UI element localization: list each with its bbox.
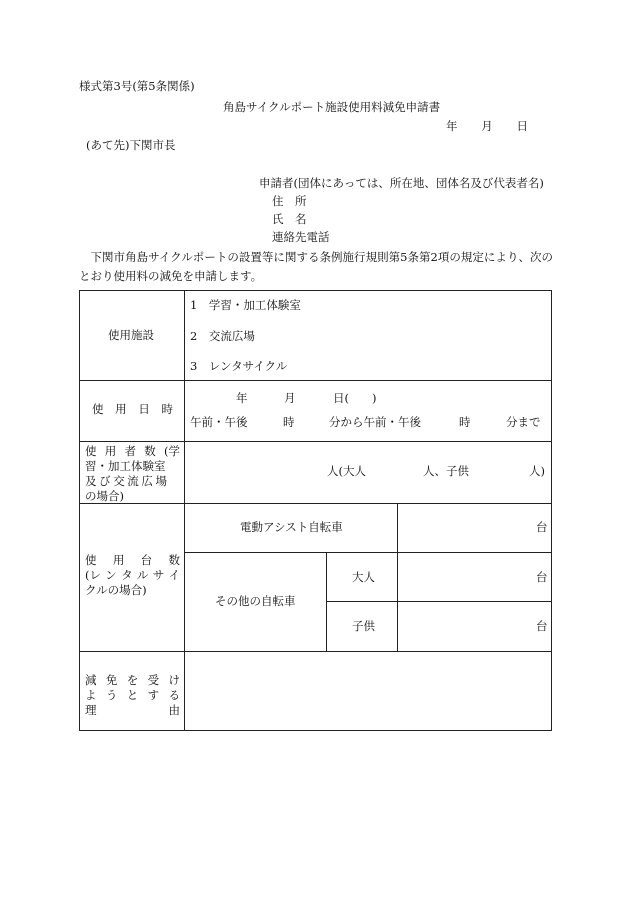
datetime-label: [92, 403, 173, 417]
label-char: 用: [104, 444, 117, 458]
label-char: ン: [105, 568, 117, 582]
address-text: 住 所: [272, 194, 307, 208]
users-label: [85, 444, 180, 504]
label-char: 者: [124, 444, 136, 458]
month-label: 月: [481, 119, 493, 133]
date-line: [446, 120, 528, 134]
name-text: 氏 名: [272, 212, 307, 226]
label-char: と: [126, 688, 139, 702]
facility-option-1: 1 学習・加工体験室: [190, 298, 301, 312]
label-char: 減: [85, 673, 97, 687]
form-title: 角島サイクルポート施設使用料減免申請書: [223, 100, 441, 114]
label-char: (レ: [85, 568, 101, 582]
label-char: 流: [127, 474, 139, 488]
time-ampm-start: 午前・午後: [190, 415, 248, 429]
facility-option-3: 3 レンタサイクル: [190, 359, 288, 373]
label-char: 免: [105, 673, 118, 687]
label-char: 数: [168, 553, 180, 567]
time-until: 分まで: [506, 415, 541, 429]
label-char: 使: [85, 444, 97, 458]
label-char: 理: [85, 703, 97, 717]
label-char: よ: [85, 688, 97, 702]
year-label: 年: [446, 119, 458, 133]
applicant-heading: 申請者(団体にあっては、所在地、団体名及び代表者名): [259, 176, 544, 190]
row-divider: [80, 380, 551, 381]
form-number: 様式第3号(第5条関係): [79, 79, 195, 93]
time-from: 分から午前・午後: [329, 415, 421, 429]
addressee: (あて先)下関市長: [86, 138, 176, 152]
label-char: う: [105, 688, 118, 702]
name-label: [272, 213, 318, 227]
label-char: 受: [147, 673, 160, 687]
label-char: す: [147, 688, 160, 702]
phone-label: 連絡先電話: [272, 230, 330, 244]
label-char: (学: [164, 444, 180, 458]
label-char: 使: [85, 553, 97, 567]
day-label: 日: [516, 119, 528, 133]
date-year: 年: [236, 391, 248, 405]
label-char: 数: [144, 444, 156, 458]
application-table: [79, 290, 552, 731]
label-char: 由: [168, 703, 180, 717]
label-char: 時: [161, 402, 173, 416]
label-char: 日: [138, 402, 150, 416]
label-char: を: [126, 673, 139, 687]
bike-count-divider: [397, 503, 398, 651]
date-month: 月: [284, 391, 296, 405]
label-char: タ: [121, 568, 133, 582]
label-char: け: [168, 673, 180, 687]
label-char: サ: [152, 568, 165, 582]
bike-row-divider: [184, 552, 552, 553]
users-adults: 人、子供: [423, 464, 469, 478]
label-char: 台: [140, 553, 153, 567]
bike-type-divider: [326, 552, 327, 651]
row-divider: [80, 441, 551, 442]
assist-bike-unit: 台: [536, 520, 548, 534]
other-bike-child-label: 子供: [352, 619, 375, 633]
reason-label: [85, 673, 180, 718]
facility-option-2: 2 交流広場: [190, 329, 255, 343]
users-total: 人(大人: [327, 464, 366, 478]
label-column-divider: [184, 291, 185, 730]
users-children: 人): [529, 464, 545, 478]
bike-row-divider: [326, 601, 552, 602]
facility-label: 使用施設: [108, 328, 154, 342]
time-hour-end: 時: [459, 415, 471, 429]
label-char: 交: [113, 474, 125, 488]
label-char: び: [99, 474, 111, 488]
label-char: 使: [92, 402, 104, 416]
label-char: 用: [115, 402, 127, 416]
label-char: る: [168, 688, 180, 702]
address-label: [272, 195, 318, 209]
label-line: 習・加工体験室: [85, 459, 166, 473]
bikes-label: [85, 553, 180, 598]
other-bike-child-unit: 台: [536, 619, 548, 633]
other-bike-adult-unit: 台: [536, 570, 548, 584]
row-divider: [80, 651, 551, 652]
label-line: クルの場合): [85, 583, 147, 597]
label-char: イ: [168, 568, 180, 582]
body-paragraph: 下関市角島サイクルポートの設置等に関する条例施行規則第5条第2項の規定により、次のとおり使用料の減免を申請します。: [79, 250, 553, 283]
date-day: 日( ): [333, 391, 377, 405]
label-char: 及: [85, 474, 97, 488]
label-char: 広: [141, 474, 153, 488]
label-char: 場: [155, 474, 167, 488]
time-hour-start: 時: [283, 415, 295, 429]
other-bike-adult-label: 大人: [352, 570, 375, 584]
label-char: 用: [112, 553, 125, 567]
assist-bike-label: 電動アシスト自転車: [240, 520, 343, 534]
other-bike-label: その他の自転車: [215, 594, 296, 608]
label-char: ル: [136, 568, 149, 582]
label-line: の場合): [85, 489, 124, 503]
